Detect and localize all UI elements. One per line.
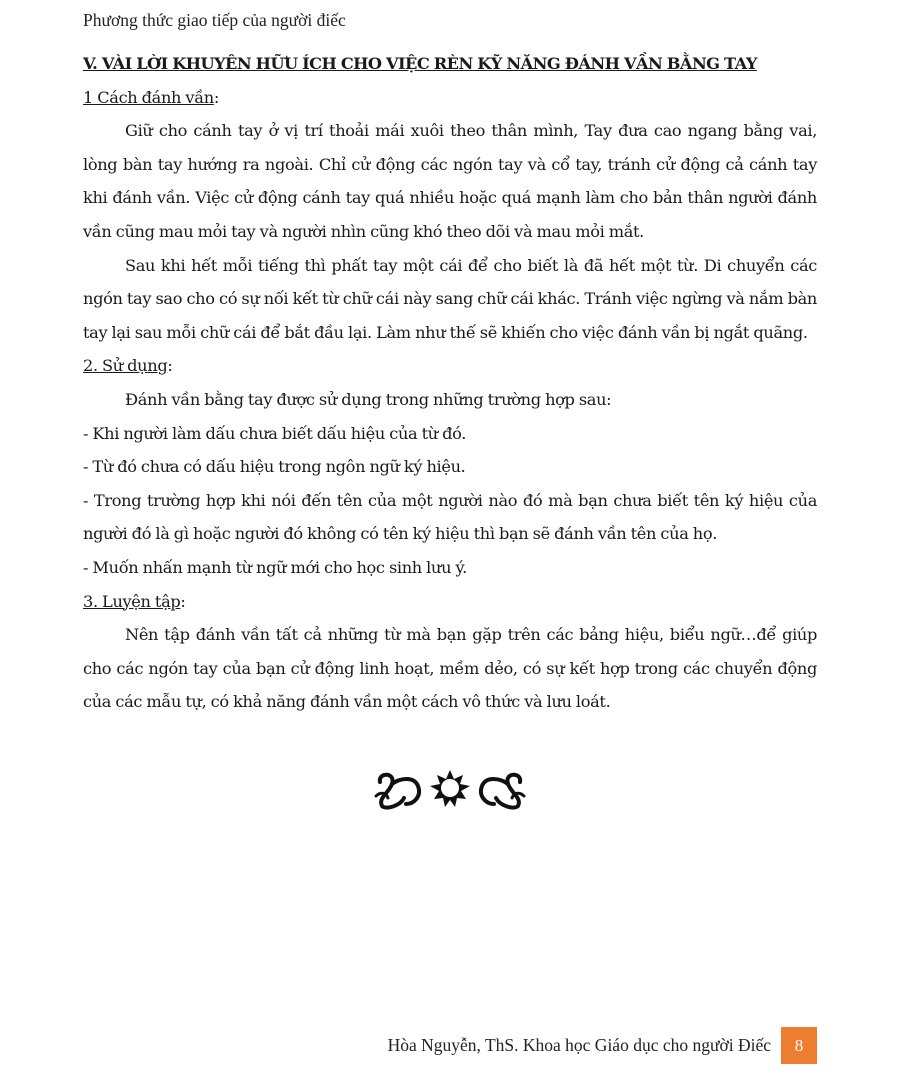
subsection-heading-2 [83,349,817,383]
footer-author: Hòa Nguyễn, ThS. Khoa học Giáo dục cho người Điếc [387,1035,771,1055]
paragraph: Nên tập đánh vần tất cả những từ mà bạn gặp trên các bảng hiệu, biểu ngữ…để giúp cho các ngón tay của bạn cử động linh hoạt, mềm dẻo, có sự kết hợp trong các chuyển động của các mẫu tự, có khả năng đánh vần một cách vô thức và lưu loát. [83,625,817,712]
paragraph: Sau khi hết mỗi tiếng thì phất tay một cái để cho biết là đã hết một từ. Di chuyển các ngón tay sao cho có sự nối kết từ chữ cái này sang chữ cái khác. Tránh việc ngừng và nắm bàn tay lại sau mỗi chữ cái để bắt đầu lại. Làm như thế sẽ khiến cho việc đánh vần bị ngắt quãng. [83,255,817,342]
running-header: Phương thức giao tiếp của người điếc [83,10,346,30]
section-end-ornament [374,768,526,810]
page-footer [388,1027,817,1064]
list-item: - Muốn nhấn mạnh từ ngữ mới cho học sinh lưu ý. [83,557,467,577]
sun-icon [430,770,470,807]
subsection-heading-text: 1 Cách đánh vần [83,87,214,107]
heading-colon: : [167,356,173,376]
paragraph: Đánh vần bằng tay được sử dụng trong những trường hợp sau: [125,389,612,409]
subsection-heading-3 [83,585,817,619]
subsection-heading-text: 2. Sử dụng [83,356,168,376]
subsection-heading-text: 3. Luyện tập [83,591,181,611]
paragraph: Giữ cho cánh tay ở vị trí thoải mái xuôi theo thân mình, Tay đưa cao ngang bằng vai, lòng bàn tay hướng ra ngoài. Chỉ cử động các ngón tay và cổ tay, tránh cử động cả cánh tay khi đánh vần. Việc cử động cánh tay quá nhiều hoặc quá mạnh làm cho bản thân người đánh vần cũng mau mỏi tay và người nhìn cũng khó theo dõi và mau mỏi mắt. [83,121,817,241]
list-item: - Trong trường hợp khi nói đến tên của một người nào đó mà bạn chưa biết tên ký hiệu của người đó là gì hoặc người đó không có tên ký hiệu thì bạn sẽ đánh vần tên của họ. [83,490,817,544]
page-number-badge: 8 [781,1027,817,1064]
subsection-heading-1 [83,81,817,115]
list-item: - Khi người làm dấu chưa biết dấu hiệu của từ đó. [83,423,467,443]
heading-colon: : [213,87,219,107]
document-body [83,47,817,719]
left-flourish-icon [376,775,419,808]
section-title: V. VÀI LỜI KHUYÊN HỮU ÍCH CHO VIỆC RÈN KỸ NĂNG ĐÁNH VẦN BẰNG TAY [83,54,757,73]
heading-colon: : [180,591,186,611]
right-flourish-icon [481,775,524,808]
list-item: - Từ đó chưa có dấu hiệu trong ngôn ngữ ký hiệu. [83,457,466,477]
